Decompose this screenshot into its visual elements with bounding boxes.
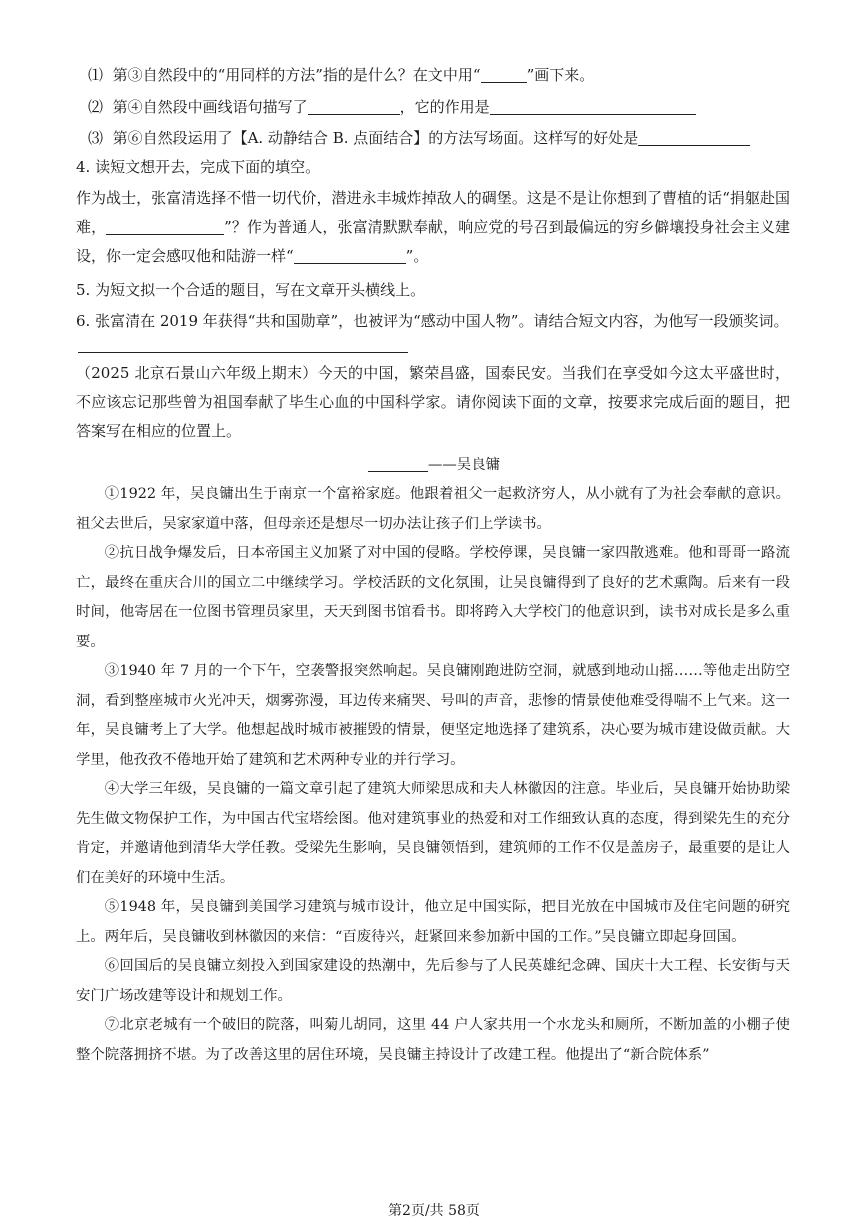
paragraph: ③1940 年 7 月的一个下午，空袭警报突然响起。吴良镛刚跑进防空洞，就感到地动山摇……等他走出防空洞，看到整座城市火光冲天，烟雾弥漫，耳边传来痛哭、号叫的声音，悲惨的情景使他难受得喘不上气来。这一年，吴良镛考上了大学。他想起战时城市被摧毁的情景，便坚定地选择了建筑系，决心要为城市建设做贡献。大学里，他孜孜不倦地开始了建筑和艺术两种专业的并行学习。: [76, 663, 790, 768]
question-5: [76, 281, 425, 300]
paragraph: ①1922 年，吴良镛出生于南京一个富裕家庭。他跟着祖父一起救济穷人，从小就有了为社会奉献的意识。祖父去世后，吴家家道中落，但母亲还是想尽一切办法让孩子们上学读书。: [76, 486, 790, 532]
question-3-number: ⑶: [88, 129, 104, 147]
question-4-heading: [76, 158, 320, 177]
page-footer: 第2页/共 58页: [388, 1203, 480, 1219]
essay-body: [76, 480, 790, 1070]
passage-intro-text: （2025 北京石景山六年级上期末）今天的中国，繁荣昌盛，国泰民安。当我们在享受如今这太平盛世时，不应该忘记那些曾为祖国奉献了毕生心血的中国科学家。请你阅读下面的文章，按要求完成后面的题目，把答案写在相应的位置上。: [76, 364, 790, 440]
essay-title: [0, 454, 868, 476]
question-1-number: ⑴: [88, 66, 104, 84]
passage-intro: [76, 359, 790, 446]
answer-blank: [294, 248, 406, 264]
paragraph: ⑤1948 年，吴良镛到美国学习建筑与城市设计，他立足中国实际，把目光放在中国城市及住宅问题的研究上。两年后，吴良镛收到林徽因的来信：“百废待兴，赶紧回来参加新中国的工作。”吴良镛立即起身回国。: [76, 899, 790, 945]
question-4-text-c: ”。: [405, 247, 429, 265]
question-2-number: ⑵: [88, 98, 104, 116]
question-6-text: 6. 张富清在 2019 年获得“共和国勋章”，也被评为“感动中国人物”。请结合短文内容，为他写一段颁奖词。: [76, 312, 789, 330]
question-3-text: 第⑥自然段运用了【A. 动静结合 B. 点面结合】的方法写场面。这样写的好处是: [112, 129, 639, 147]
question-4-heading-text: 4. 读短文想开去，完成下面的填空。: [76, 158, 321, 176]
question-2-text-a: 第④自然段中画线语句描写了: [112, 98, 308, 116]
paragraph: ⑦北京老城有一个破旧的院落，叫菊儿胡同，这里 44 户人家共用一个水龙头和厕所，不断加盖的小棚子使整个院落拥挤不堪。为了改善这里的居住环境，吴良镛主持设计了改建工程。他提出了“新合院体系”: [76, 1017, 790, 1063]
question-4-text-b: ”？作为普通人，张富清默默奉献，响应党的号召到最偏远的穷乡僻壤投身社会主义建设，你一定会感叹他和陆游一样“: [76, 218, 790, 265]
paragraph: ⑥回国后的吴良镛立刻投入到国家建设的热潮中，先后参与了人民英雄纪念碑、国庆十大工程、长安街与天安门广场改建等设计和规划工作。: [76, 958, 790, 1004]
title-blank: [368, 456, 428, 472]
question-1-text-b: ”画下来。: [526, 66, 595, 84]
answer-blank: [481, 67, 527, 83]
answer-blank: [490, 99, 696, 115]
question-4-body: [76, 184, 790, 271]
question-1-text-a: 第③自然段中的“用同样的方法”指的是什么？在文中用“: [112, 66, 481, 84]
question-1: [88, 66, 594, 85]
question-2-text-b: ，它的作用是: [399, 98, 490, 116]
essay-title-text: ——吴良镛: [428, 457, 500, 473]
paragraph: ②抗日战争爆发后，日本帝国主义加紧了对中国的侵略。学校停课，吴良镛一家四散逃难。他和哥哥一路流亡，最终在重庆合川的国立二中继续学习。学校活跃的文化氛围，让吴良镛得到了良好的艺术熏陶。后来有一段时间，他寄居在一位图书管理员家里，天天到图书馆看书。即将跨入大学校门的他意识到，读书对成长是多么重要。: [76, 545, 790, 650]
question-4-text-a: 作为战士，张富清选择不惜一切代价，潜进永丰城炸掉敌人的碉堡。这是不是让你想到了曹植的话“捐躯赴国难，: [76, 189, 790, 236]
question-3: [88, 129, 750, 148]
question-5-text: 5. 为短文拟一个合适的题目，写在文章开头横线上。: [76, 281, 426, 299]
answer-blank: [638, 130, 750, 146]
answer-blank: [308, 99, 400, 115]
question-6: [76, 312, 788, 331]
question-2: [88, 98, 696, 117]
paragraph: ④大学三年级，吴良镛的一篇文章引起了建筑大师梁思成和夫人林徽因的注意。毕业后，吴良镛开始协助梁先生做文物保护工作，为中国古代宝塔绘图。他对建筑事业的热爱和对工作细致认真的态度，得到梁先生的充分肯定，并邀请他到清华大学任教。受梁先生影响，吴良镛领悟到，建筑师的工作不仅是盖房子，最重要的是让人们在美好的环境中生活。: [76, 781, 790, 886]
answer-blank: [106, 219, 224, 235]
answer-line: [78, 352, 408, 353]
